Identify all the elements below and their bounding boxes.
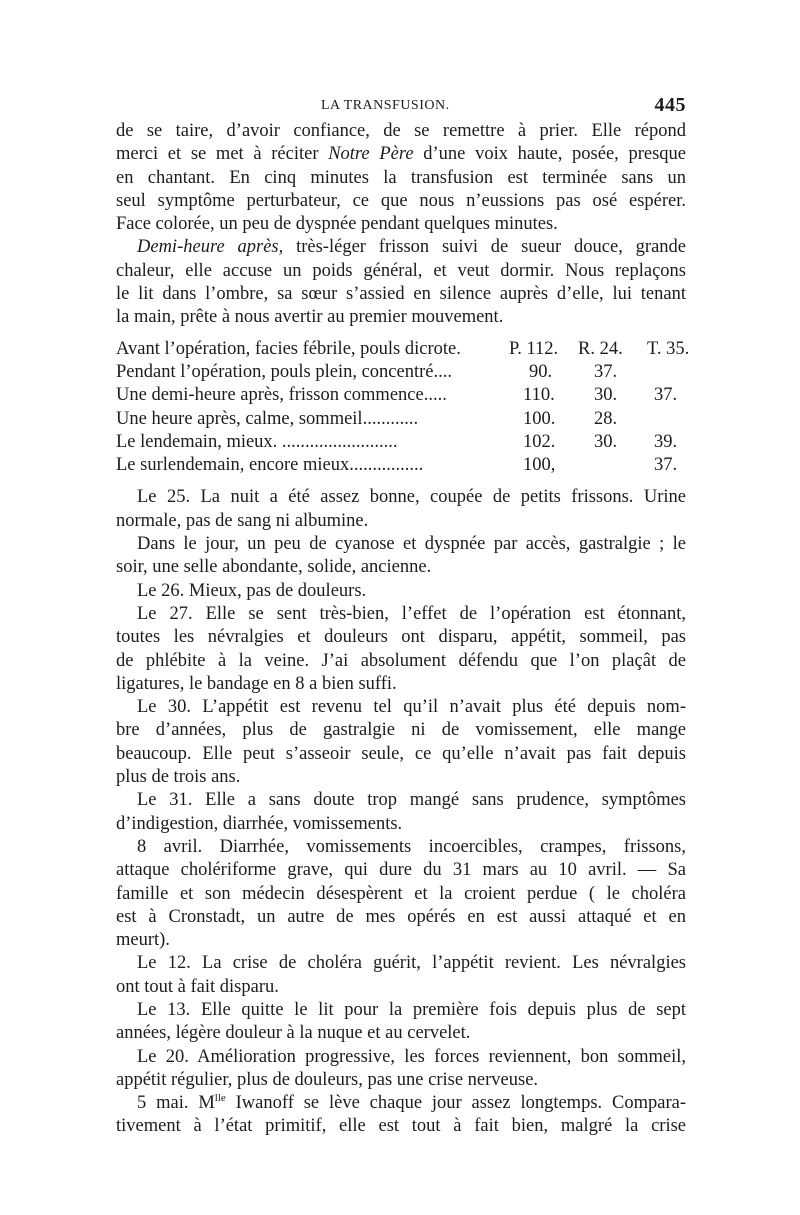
- table-row: [116, 431, 686, 454]
- text-line: seul symptôme perturbateur, ce que nous n’eussions pas osé espérer.: [116, 190, 686, 211]
- text-line: appétit régulier, plus de douleurs, pas une crise nerveuse.: [116, 1069, 539, 1090]
- paragraph-12: [116, 952, 686, 999]
- paragraph-31: [116, 789, 686, 836]
- text-line: soir, une selle abondante, solide, ancienne.: [116, 557, 432, 578]
- text-line: Le 25. La nuit a été assez bonne, coupée de petits frissons. Urine: [137, 487, 686, 508]
- table-row: [116, 384, 686, 407]
- pulse-value: 90.: [529, 361, 553, 382]
- observation-table: [116, 338, 690, 478]
- respiration-value: 30.: [594, 431, 618, 452]
- text-line: [116, 143, 686, 166]
- text-span: Iwanoff se lève chaque jour assez longtemps. Compara-: [225, 1093, 686, 1114]
- text-line: de phlébite à la veine. J’ai absolument défendu que l’on plaçât de: [116, 650, 686, 671]
- italic-label: Demi-heure après,: [137, 237, 284, 258]
- text-line: Dans le jour, un peu de cyanose et dyspnée par accès, gastralgie ; le: [137, 534, 686, 555]
- row-description: Le lendemain, mieux. .........................: [116, 431, 398, 452]
- text-line: meurt).: [116, 930, 170, 951]
- row-description: Une heure après, calme, sommeil............: [116, 408, 419, 429]
- respiration-value: R. 24.: [578, 338, 623, 359]
- text-span: merci et se met à réciter: [116, 144, 319, 165]
- paragraph-8-avril: [116, 836, 686, 952]
- pulse-value: 100.: [523, 408, 556, 429]
- demi-heure-paragraph: [116, 236, 686, 329]
- pulse-value: 102.: [523, 431, 556, 452]
- text-line: Le 13. Elle quitte le lit pour la première fois depuis plus de sept: [137, 999, 686, 1020]
- respiration-value: 37.: [594, 361, 618, 382]
- table-row: [116, 338, 690, 361]
- text-line: toutes les névralgies et douleurs ont disparu, appétit, sommeil, pas: [116, 627, 686, 648]
- temperature-value: 39.: [654, 431, 678, 452]
- text-span: 5 mai. M: [137, 1093, 215, 1114]
- intro-paragraph: [116, 120, 686, 236]
- page-number: 445: [654, 94, 686, 116]
- row-description: Une demi-heure après, frisson commence.....: [116, 385, 447, 406]
- temperature-value: T. 35.: [647, 338, 690, 359]
- text-line: en chantant. En cinq minutes la transfusion est terminée sans un: [116, 167, 686, 188]
- text-line: est à Cronstadt, un autre de mes opérés en est aussi attaqué et en: [116, 906, 686, 927]
- text-line: le lit dans l’ombre, sa sœur s’assied en silence auprès d’elle, lui tenant: [116, 284, 686, 305]
- temperature-value: 37.: [654, 455, 678, 476]
- temperature-value: 37.: [654, 385, 678, 406]
- text-line: [116, 236, 686, 259]
- running-title: LA TRANSFUSION.: [321, 98, 450, 113]
- paragraph-25: [116, 486, 686, 533]
- text-line: Le 12. La crise de choléra guérit, l’appétit revient. Les névralgies: [137, 953, 686, 974]
- table-row: [116, 408, 686, 431]
- text-line: la main, prête à nous avertir au premier mouvement.: [116, 307, 504, 328]
- text-span: d’une voix haute, posée, presque: [423, 144, 686, 165]
- text-line: Le 30. L’appétit est revenu tel qu’il n’avait plus été depuis nom-: [137, 697, 686, 718]
- text-line: Le 20. Amélioration progressive, les forces reviennent, bon sommeil,: [137, 1046, 686, 1067]
- text-line: de se taire, d’avoir confiance, de se remettre à prier. Elle répond: [116, 121, 686, 141]
- paragraph-26: [116, 580, 686, 603]
- text-line: attaque cholériforme grave, qui dure du 31 mars au 10 avril. — Sa: [116, 860, 686, 881]
- text-line: Le 26. Mieux, pas de douleurs.: [137, 580, 367, 601]
- text-line: chaleur, elle accuse un poids général, et veut dormir. Nous replaçons: [116, 260, 686, 281]
- pulse-value: 110.: [523, 385, 555, 406]
- text-line: [116, 1092, 686, 1115]
- text-span: très-léger frisson suivi de sueur douce, grande: [296, 237, 686, 258]
- respiration-value: 28.: [594, 408, 618, 429]
- text-line: Le 31. Elle a sans doute trop mangé sans prudence, symptômes: [137, 790, 686, 811]
- paragraph-20: [116, 1046, 686, 1093]
- row-description: Pendant l’opération, pouls plein, concentré....: [116, 361, 452, 382]
- pulse-value: 100,: [523, 455, 556, 476]
- superscript: lle: [214, 1092, 226, 1105]
- text-line: Face colorée, un peu de dyspnée pendant quelques minutes.: [116, 214, 558, 235]
- table-row: [116, 361, 686, 384]
- prayer-title: Notre Père: [328, 144, 414, 165]
- table-row: [116, 454, 686, 477]
- text-line: d’indigestion, diarrhée, vomissements.: [116, 813, 403, 834]
- text-line: bre d’années, plus de gastralgie ni de vomissement, elle mange: [116, 720, 686, 741]
- text-line: ont tout à fait disparu.: [116, 976, 279, 997]
- row-description: Le surlendemain, encore mieux................: [116, 455, 424, 476]
- respiration-value: 30.: [594, 385, 618, 406]
- text-line: beaucoup. Elle peut s’asseoir seule, ce qu’elle n’avait pas fait depuis: [116, 743, 686, 764]
- text-line: ligatures, le bandage en 8 a bien suffi.: [116, 673, 397, 694]
- book-page: [116, 94, 690, 1139]
- text-line: 8 avril. Diarrhée, vomissements incoercibles, crampes, frissons,: [137, 836, 686, 857]
- paragraph-27: [116, 603, 686, 696]
- paragraph-5-mai: [116, 1092, 686, 1139]
- text-line: tivement à l’état primitif, elle est tout à fait bien, malgré la crise: [116, 1116, 686, 1137]
- paragraph-13: [116, 999, 686, 1046]
- text-line: plus de trois ans.: [116, 767, 241, 788]
- text-line: famille et son médecin désespèrent et la croient perdue ( le choléra: [116, 883, 686, 904]
- row-description: Avant l’opération, facies fébrile, pouls dicrote.: [116, 338, 461, 359]
- paragraph-jour: [116, 533, 686, 580]
- text-line: normale, pas de sang ni albumine.: [116, 510, 369, 531]
- text-line: Le 27. Elle se sent très-bien, l’effet de l’opération est étonnant,: [137, 603, 686, 624]
- text-line: années, légère douleur à la nuque et au cervelet.: [116, 1023, 471, 1044]
- pulse-value: P. 112.: [509, 338, 559, 359]
- running-header: [116, 94, 686, 120]
- paragraph-30: [116, 696, 686, 789]
